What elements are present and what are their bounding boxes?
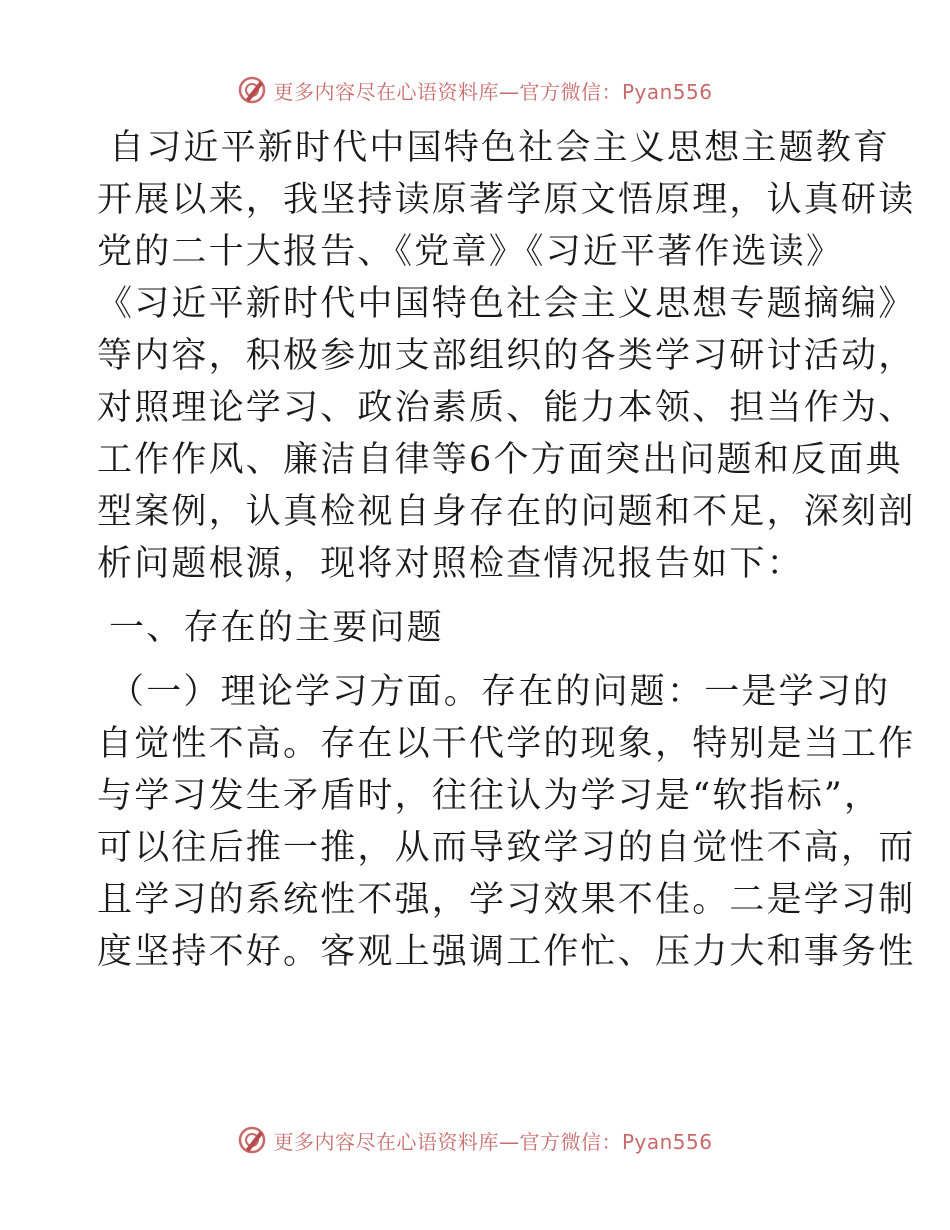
- text-line: 工作作风、廉洁自律等6个方面突出问题和反面典: [97, 440, 903, 480]
- text-line: 党的二十大报告、《党章》《习近平著作选读》: [97, 232, 844, 272]
- text-line: 且学习的系统性不强，学习效果不佳。二是学习制: [97, 880, 916, 920]
- text-line: 等内容，积极参加支部组织的各类学习研讨活动，: [97, 336, 916, 376]
- text-line: 开展以来，我坚持读原著学原文悟原理，认真研读: [97, 180, 916, 220]
- footer-watermark: [0, 1120, 950, 1160]
- section-paragraph: [97, 666, 916, 978]
- text-line: 自习近平新时代中国特色社会主义思想主题教育: [109, 128, 891, 168]
- paragraph-gap: [97, 590, 857, 602]
- text-line: 度坚持不好。客观上强调工作忙、压力大和事务性: [97, 932, 916, 972]
- document-body: [97, 122, 916, 978]
- text-line: 自觉性不高。存在以干代学的现象，特别是当工作: [97, 724, 916, 764]
- watermark-text: 更多内容尽在心语资料库—官方微信：Pyan556: [273, 79, 713, 104]
- pen-logo-icon: [237, 75, 267, 105]
- intro-paragraph: [97, 122, 916, 590]
- section-heading: 一、存在的主要问题: [109, 608, 444, 648]
- text-line: 析问题根源，现将对照检查情况报告如下：: [97, 544, 804, 584]
- text-line: 对照理论学习、政治素质、能力本领、担当作为、: [97, 388, 916, 428]
- text-line: 型案例，认真检视自身存在的问题和不足，深刻剖: [97, 492, 916, 532]
- paragraph-gap: [97, 654, 857, 666]
- text-line: （一）理论学习方面。存在的问题：一是学习的: [109, 672, 891, 712]
- text-line: 与学习发生矛盾时，往往认为学习是“软指标”，: [97, 776, 882, 816]
- pen-logo-icon: [237, 1125, 267, 1155]
- header-watermark: [0, 70, 950, 110]
- watermark-text: 更多内容尽在心语资料库—官方微信：Pyan556: [273, 1129, 713, 1154]
- text-line: 《习近平新时代中国特色社会主义思想专题摘编》: [97, 284, 916, 324]
- text-line: 可以往后推一推，从而导致学习的自觉性不高，而: [97, 828, 916, 868]
